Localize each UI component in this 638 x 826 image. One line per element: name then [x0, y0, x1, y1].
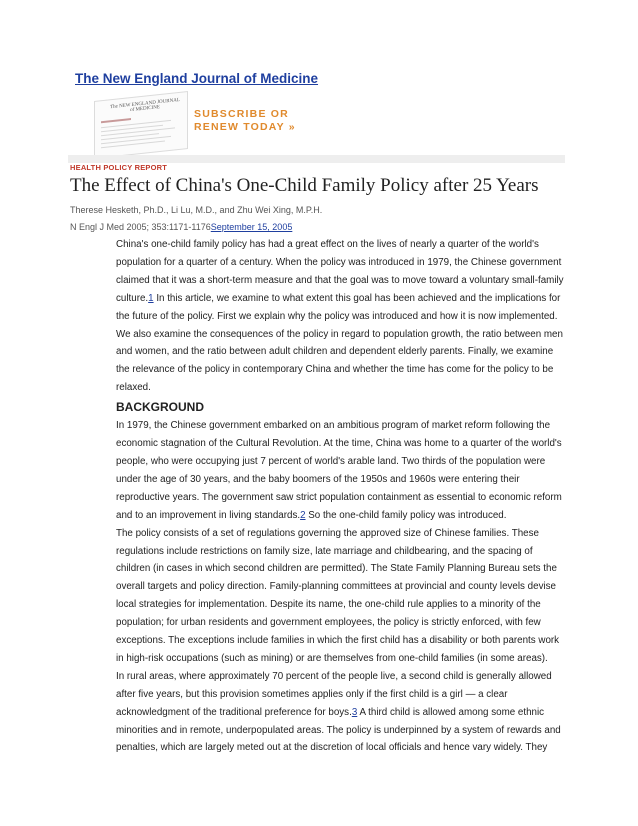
article-title: The Effect of China's One-Child Family Policy after 25 Years [70, 175, 539, 196]
paragraph-background-2: The policy consists of a set of regulations governing the approved size of Chinese families. These regulations include restrictions on family size, late marriage and childbearing, and the spacing of children (in cases in which second children are permitted). The State Family Planning Bureau sets the overall targets and policy direction. Family-planning committees at provincial and county levels devise local strategies for implementation. Despite its name, the one-child rule applies to a minority of the population; for urban residents and government employees, the policy is strictly enforced, with few exceptions. The exceptions include families in which the first child has a disability or both parents work in high-risk occupations (such as mining) or are themselves from one-child families (in some areas). [116, 527, 560, 664]
reference-link-2[interactable]: 2 [300, 509, 306, 521]
reference-link-3[interactable]: 3 [351, 706, 358, 718]
section-label: HEALTH POLICY REPORT [70, 163, 168, 172]
journal-home-link[interactable]: The New England Journal of Medicine [75, 71, 319, 86]
paragraph-intro: China's one-child family policy has had a great effect on the lives of nearly a quarter of the world's population for a quarter of a century. When the policy was introduced in 1979, the Chinese government claimed that it was a short-term measure and that the goal was to move toward a voluntary small-family culture.1 In this article, we examine to what extent this goal has been achieved and the implications for the future of the policy. First we explain why the policy was introduced and how it is now implemented. We also examine the consequences of the policy in regard to population growth, the ratio between men and women, and the ratio between adult children and dependent elderly parents. Finally, we examine the relevance of the policy in contemporary China and whether the time has come for the policy to be relaxed. [116, 239, 564, 394]
cover-masthead: The NEW ENGLAND JOURNAL of MEDICINE [110, 97, 180, 114]
journal-cover-image [94, 91, 188, 159]
article-body [116, 236, 569, 757]
article-citation [70, 222, 292, 232]
issue-date-link[interactable]: September 15, 2005 [210, 222, 293, 232]
paragraph-background-1: In 1979, the Chinese government embarked on an ambitious program of market reform following the economic stagnation of the Cultural Revolution. At the time, China was home to a quarter of the world's people, who were occupying just 7 percent of world's arable land. Two thirds of the population were under the age of 30 years, and the baby boomers of the 1950s and 1960s were entering their reproductive years. The government saw strict population containment as essential to economic reform and to an improvement in living standards.2 So the one-child family policy was introduced. [116, 420, 562, 521]
subscribe-text[interactable] [194, 108, 296, 134]
heading-background: BACKGROUND [116, 400, 204, 415]
subscribe-banner[interactable] [94, 96, 314, 152]
citation-text: N Engl J Med 2005; 353:1171-1176 [70, 222, 211, 232]
paragraph-background-3: In rural areas, where approximately 70 percent of the people live, a second child is generally allowed after five years, but this provision sometimes applies only if the first child is a girl — a clear acknowledgment of the traditional preference for boys.3 A third child is allowed among some ethnic minorities and in remote, underpopulated areas. The policy is underpinned by a system of rewards and penalties, which are largely meted out at the discretion of local officials and hence vary widely. They [116, 670, 561, 754]
reference-link-1[interactable]: 1 [148, 292, 154, 304]
article-authors: Therese Hesketh, Ph.D., Li Lu, M.D., and Zhu Wei Xing, M.P.H. [70, 205, 323, 215]
subscribe-line1: SUBSCRIBE OR [194, 108, 289, 120]
subscribe-line2: RENEW TODAY » [194, 121, 296, 133]
section-divider [68, 155, 565, 163]
